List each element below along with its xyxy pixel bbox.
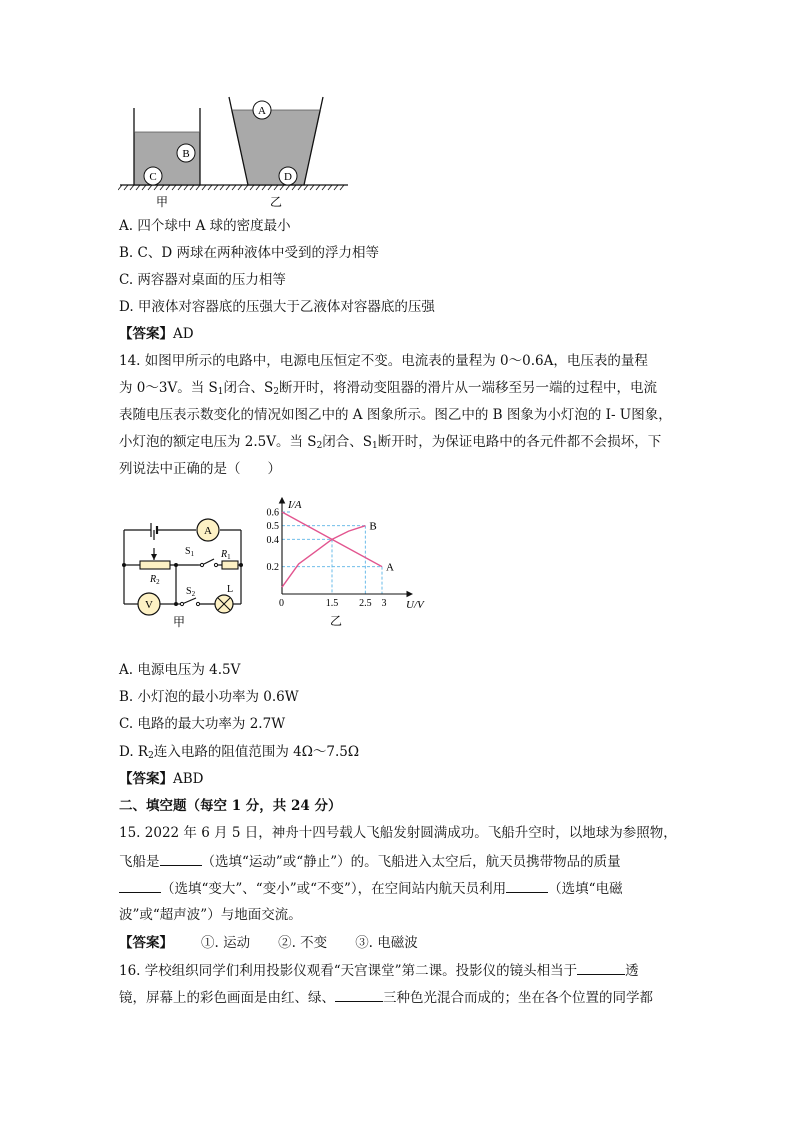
q14-line-1: 14. 如图甲所示的电路中，电源电压恒定不变。电流表的量程为 0～0.6A，电压表的量程 [119, 353, 648, 369]
q14-line-3: 表随电压表示数变化的情况如图乙中的 A 图象所示。图乙中的 B 图象为小灯泡的 I- U图象， [119, 407, 672, 423]
y-tick-label: 0.5 [266, 521, 279, 533]
ball-c-label: C [149, 171, 157, 183]
graph-caption: 乙 [329, 614, 343, 628]
x-tick-label: 1.5 [325, 598, 339, 609]
q14-answer [119, 769, 204, 789]
resistor-r1 [222, 561, 238, 569]
answer-label: 【答案】 [119, 771, 173, 787]
slider-arrow [151, 554, 157, 560]
answer-value: ②. 不变 [278, 935, 328, 951]
answer-blank [335, 987, 383, 1002]
container-jia [134, 108, 200, 185]
caption-jia: 甲 [155, 195, 169, 208]
series-a-label: A [386, 561, 394, 574]
q14-option-b: B. 小灯泡的最小功率为 0.6W [119, 689, 299, 705]
series-b-label: B [369, 520, 377, 533]
q13-option-b: B. C、D 两球在两种液体中受到的浮力相等 [119, 245, 379, 261]
answer-blank [119, 878, 161, 893]
s2-label: $S_2$ [186, 586, 196, 598]
answer-label: 【答案】 [119, 935, 173, 951]
x-tick-label: 2.5 [359, 598, 372, 609]
x-tick-label: 3 [381, 598, 387, 609]
ammeter-label: A [204, 525, 212, 537]
y-tick-label: 0.6 [266, 507, 279, 519]
table-surface [118, 185, 348, 190]
graph-guides [282, 512, 382, 594]
q14-option-a: A. 电源电压为 4.5V [119, 662, 241, 678]
origin-label: 0 [279, 598, 284, 609]
circuit-diagram [116, 510, 246, 630]
q13-option-c: C. 两容器对桌面的压力相等 [119, 272, 286, 288]
voltmeter-label: V [145, 599, 153, 611]
q15-line-4: 波”或“超声波”）与地面交流。 [119, 907, 302, 923]
answer-blank [577, 960, 625, 975]
answer-value: ①. 运动 [201, 935, 251, 951]
lamp-label: L [227, 584, 234, 595]
x-axis-label: U/V [406, 599, 424, 611]
y-tick-label: 0.2 [266, 562, 279, 574]
iu-graph [252, 494, 432, 630]
ball-a-label: A [258, 105, 266, 117]
ball-d-label: D [284, 171, 292, 183]
answer-value: AD [173, 326, 194, 342]
q15-line-3: （选填“变大”、“变小”或“不变”），在空间站内航天员利用 （选填“电磁 [119, 878, 623, 899]
section-heading: 二、填空题（每空 1 分，共 24 分） [119, 798, 342, 814]
q14-option-c: C. 电路的最大功率为 2.7W [119, 716, 286, 732]
s1-label: $S_1$ [185, 546, 195, 558]
y-axis-label: I/A [288, 499, 302, 511]
q14-line-5: 列说法中正确的是（ ） [119, 461, 281, 477]
q15-line-2: 飞船是 （选填“运动”或“静止”）的。飞船进入太空后，航天员携带物品的质量 [119, 851, 621, 872]
q15-answer [119, 933, 418, 953]
rheostat-r2 [140, 561, 170, 569]
answer-blank [506, 878, 548, 893]
q14-option-d: D. $R_2$连入电路的阻值范围为 4Ω～7.5Ω [119, 744, 360, 761]
container-yi [229, 97, 323, 185]
q13-option-d: D. 甲液体对容器底的压强大于乙液体对容器底的压强 [119, 299, 435, 315]
ball-b-label: B [182, 148, 190, 160]
r2-label: $R_2$ [150, 574, 160, 586]
answer-label: 【答案】 [119, 326, 173, 342]
q16-line-1: 16. 学校组织同学们利用投影仪观看“天宫课堂”第二课。投影仪的镜头相当于 透 [119, 960, 639, 981]
q13-option-a: A. 四个球中 A 球的密度最小 [119, 218, 291, 234]
answer-value: ③. 电磁波 [355, 935, 418, 951]
containers-figure [118, 92, 350, 208]
q14-line-2: 为 0～3V。当 $S_1$闭合、$S_2$断开时，将滑动变阻器的滑片从一端移至另一端的过程中，电流 [119, 380, 657, 397]
q16-line-2: 镜，屏幕上的彩色画面是由红、绿、 三种色光混合而成的；坐在各个位置的同学都 [119, 987, 653, 1008]
q15-line-1: 15. 2022 年 6 月 5 日，神舟十四号载人飞船发射圆满成功。飞船升空时，以地球为参照物， [119, 825, 677, 841]
caption-yi: 乙 [269, 195, 283, 208]
lamp-symbol [215, 595, 233, 613]
y-tick-label: 0.4 [266, 534, 279, 546]
answer-blank [160, 851, 202, 866]
q13-answer [119, 324, 194, 344]
answer-value: ABD [173, 771, 204, 787]
circuit-caption: 甲 [172, 615, 186, 629]
q14-line-4: 小灯泡的额定电压为 2.5V。当 $S_2$闭合、$S_1$断开时，为保证电路中的各元件都不会损坏，下 [119, 434, 662, 451]
r1-label: $R_1$ [221, 549, 231, 561]
